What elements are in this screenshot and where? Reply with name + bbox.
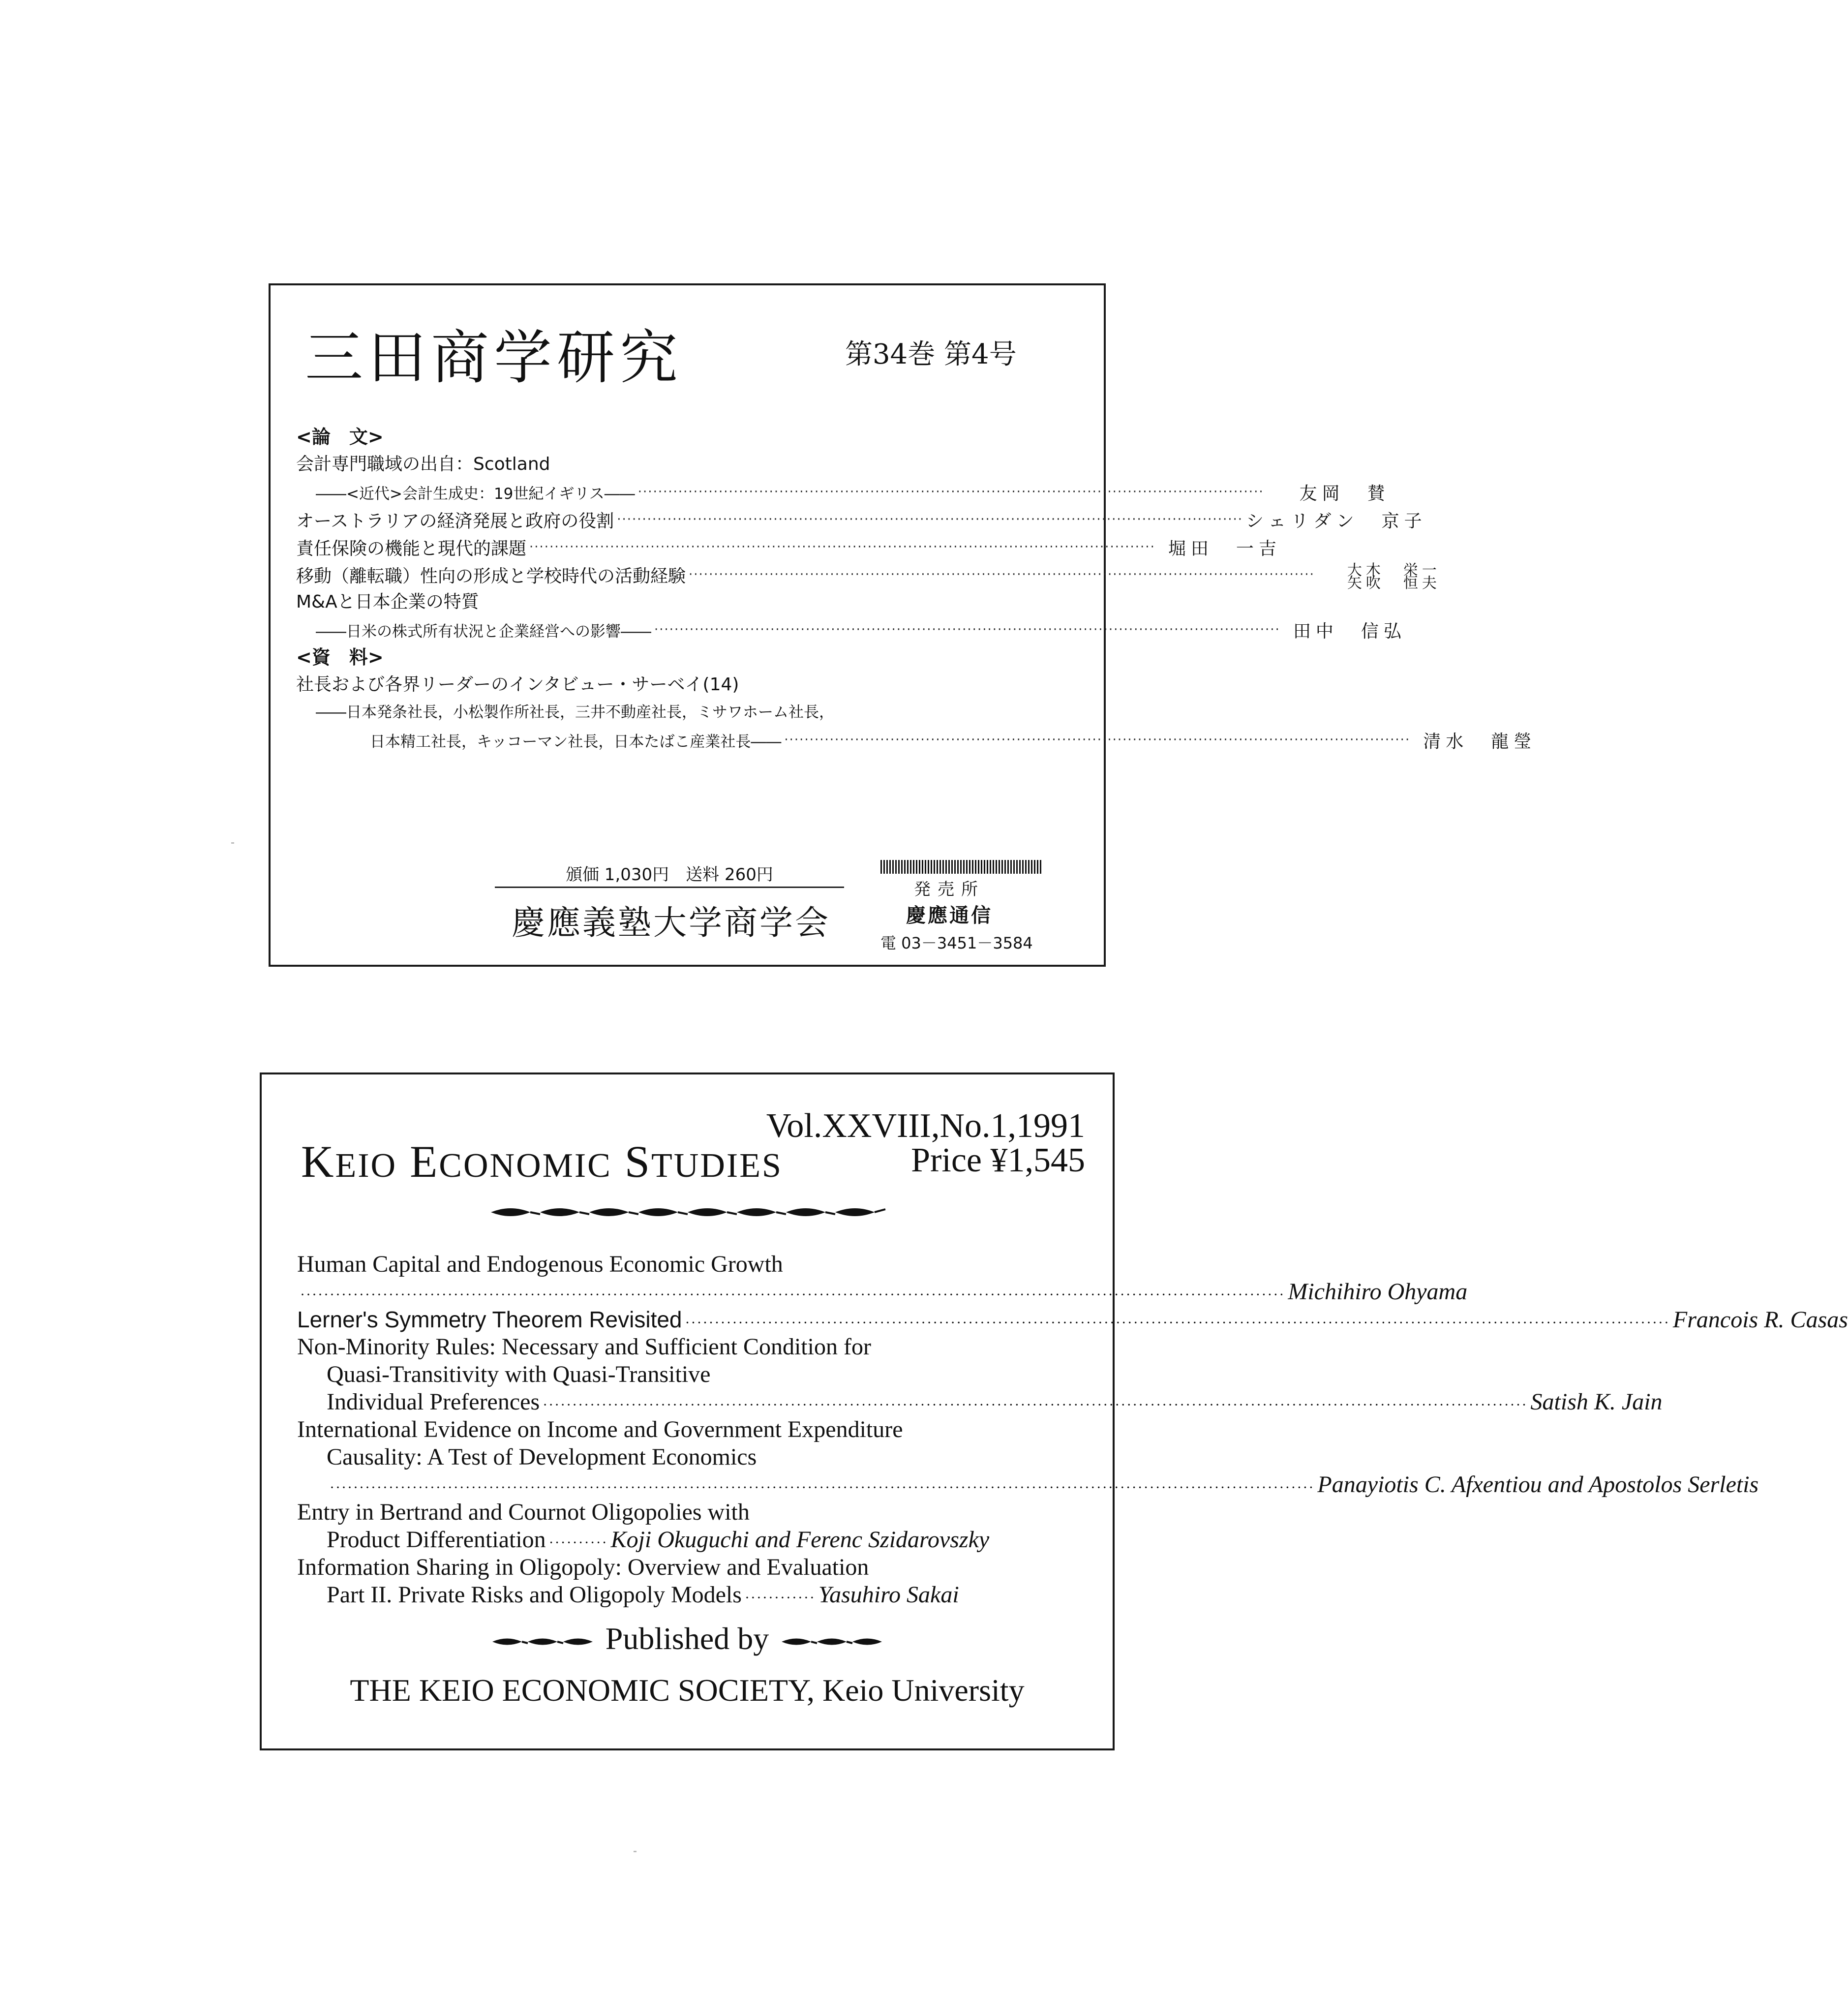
leader-dots: ···························································································································· [654,622,1280,637]
article-row [297,1471,1759,1499]
article-author: シェリダン 京子 [1246,511,1427,531]
article-author: Koji Okuguchi and Ferenc Szidarovszky [610,1527,990,1553]
title-letter: K [301,1136,335,1187]
article-author: 矢吹 恒夫 [1347,575,1441,592]
material-author: 清水 龍瑩 [1423,731,1537,752]
seller-label: 発売所 [914,880,985,899]
scan-speck [634,1851,636,1852]
material-row [296,726,1537,754]
section-heading-papers: <論 文> [296,426,384,448]
decorative-rule [880,860,1042,874]
article-author: 田中 信弘 [1293,621,1406,642]
article-author: Michihiro Ohyama [1288,1279,1468,1305]
article-title: M&Aと日本企業の特質 [296,592,479,612]
mita-journal-box [269,283,1537,967]
published-by-text: Published by [605,1621,769,1656]
article-title-continued: Product Differentiation [327,1527,546,1553]
kes-price: Price ¥1,545 [911,1141,1085,1179]
article-title: International Evidence on Income and Government Expenditure [297,1416,903,1442]
scan-speck [231,842,234,844]
article-title: Entry in Bertrand and Cournot Oligopolies with [297,1499,750,1525]
article-title: 会計専門職域の出自：Scotland [296,454,550,474]
mita-journal-title: 三田商学研究 [305,324,683,392]
leader-dots: ···························································································································· [617,512,1243,527]
seller-name: 慶應通信 [906,904,993,927]
article-title: Human Capital and Endogenous Economic Growth [297,1251,783,1277]
article-row [296,478,1390,506]
article-title: Lerner's Symmetry Theorem Revisited [297,1307,682,1332]
article-subtitle: ――日米の株式所有状況と企業経営への影響―― [316,622,651,641]
ornament-right-icon [777,1634,885,1649]
leader-dots: ············ [744,1590,816,1606]
material-title: 社長および各界リーダーのインタビュー・サーベイ(14) [296,674,739,695]
article-row [297,1278,1468,1306]
published-by-line [262,1621,1113,1657]
leader-dots: ·········· [548,1534,608,1551]
mita-table-of-contents [296,423,1537,754]
kes-volume: Vol.XXVIII,No.1,1991 [766,1107,1085,1145]
section-heading-materials: <資 料> [296,646,384,668]
article-author: 大木 栄一 [1347,562,1441,579]
article-row [296,561,1441,592]
kes-journal-box [260,1072,1848,1750]
mita-price: 頒価 1,030円 送料 260円 [566,865,773,885]
article-author: Yasuhiro Sakai [818,1582,959,1608]
article-title: 責任保険の機能と現代的課題 [296,538,527,559]
article-author: Panayiotis C. Afxentiou and Apostolos Serletis [1317,1471,1759,1498]
kes-issue-info [766,1109,1085,1178]
mita-publisher: 慶應義塾大学商学会 [512,904,831,943]
kes-journal-title [301,1135,783,1188]
article-title-continued: Causality: A Test of Development Economics [327,1444,757,1470]
leader-dots: ······································································································································································· [300,1286,1285,1303]
seller-phone: 電 03－3451－3584 [880,934,1033,952]
title-letter: S [624,1136,652,1187]
title-smallcaps: TUDIES [651,1147,783,1185]
leader-dots: ···························································································································· [529,540,1155,554]
article-title: Information Sharing in Oligopoly: Overview and Evaluation [297,1554,869,1580]
material-subtitle: ――日本発条社長，小松製作所社長，三井不動産社長，ミサワホーム社長， [316,704,834,721]
leader-dots: ···························································································································· [784,733,1411,747]
ornament-left-icon [489,1634,598,1649]
leader-dots: ······································································································································································· [685,1315,1670,1331]
article-author: Francois R. Casas [1672,1307,1848,1333]
article-row [296,533,1281,561]
material-subtitle: 日本精工社長，キッコーマン社長，日本たばこ産業社長―― [370,733,782,751]
leader-dots: ······································································································································································· [543,1397,1528,1413]
seller-block [885,876,1013,928]
article-author: Satish K. Jain [1530,1389,1663,1415]
article-title-continued: Quasi-Transitivity with Quasi-Transitive [327,1361,711,1387]
leader-dots: ···························································································································· [689,567,1315,582]
article-title-continued: Part II. Private Risks and Oligopoly Models [327,1582,742,1608]
article-row [297,1388,1663,1416]
article-row [296,616,1406,643]
ornament-divider-icon [486,1203,889,1221]
title-letter: E [410,1136,439,1187]
title-smallcaps: EIO [335,1147,397,1185]
article-authors [1318,559,1441,590]
footer-divider [495,887,844,888]
article-title: 移動（離転職）性向の形成と学校時代の活動経験 [296,566,686,586]
article-subtitle: ――<近代>会計生成史：19世紀イギリス―― [316,485,635,503]
article-row [297,1306,1848,1333]
kes-society: THE KEIO ECONOMIC SOCIETY, Keio University [350,1673,1025,1708]
leader-dots: ······································································································································································· [330,1479,1315,1496]
article-author: 友岡 賛 [1299,483,1390,504]
article-row [297,1526,1084,1554]
article-title-continued: Individual Preferences [327,1389,540,1415]
kes-table-of-contents [297,1251,1848,1609]
title-smallcaps: CONOMIC [439,1147,612,1185]
article-title: Non-Minority Rules: Necessary and Sufficient Condition for [297,1334,871,1360]
article-title: オーストラリアの経済発展と政府の役割 [296,511,614,531]
mita-volume: 第34巻 第4号 [845,338,1017,370]
article-author: 堀田 一吉 [1168,538,1281,559]
article-row [297,1581,1084,1609]
article-row [296,506,1427,533]
leader-dots: ···························································································································· [637,485,1264,499]
